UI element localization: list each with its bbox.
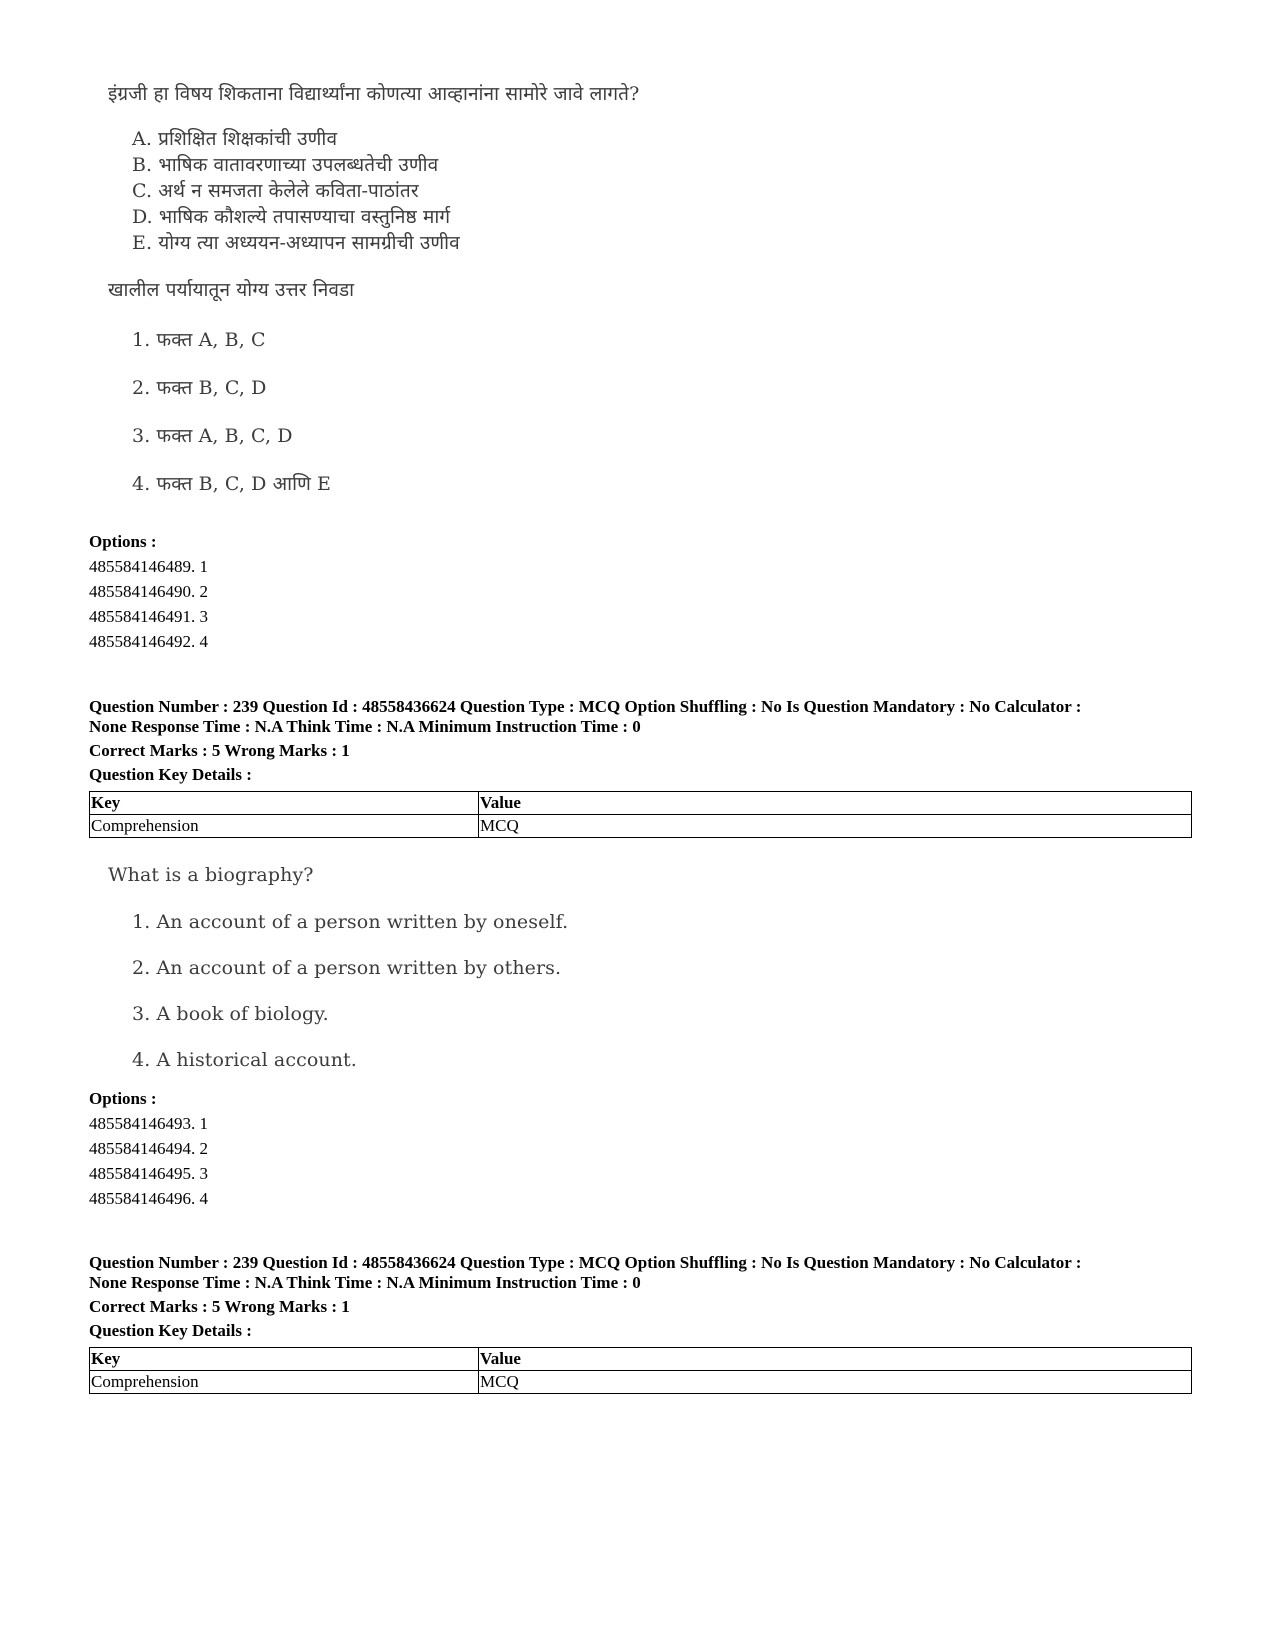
choice-1: 1. An account of a person written by oneself. xyxy=(132,911,569,933)
option-item: 485584146496. 4 xyxy=(89,1189,208,1208)
choice-3: 3. फक्त A, B, C, D xyxy=(132,425,293,447)
question-stem: इंग्रजी हा विषय शिकताना विद्यार्थ्यांना कोणत्या आव्हानांना सामोरे जावे लागते? xyxy=(108,83,640,105)
marks-line: Correct Marks : 5 Wrong Marks : 1 xyxy=(89,1297,350,1316)
table-row xyxy=(90,815,1192,838)
cell-value: MCQ xyxy=(479,815,1192,838)
option-item: 485584146492. 4 xyxy=(89,632,208,651)
option-item: 485584146493. 1 xyxy=(89,1114,208,1133)
option-item: 485584146489. 1 xyxy=(89,557,208,576)
option-item: 485584146490. 2 xyxy=(89,582,208,601)
question-meta-line-1: Question Number : 239 Question Id : 48558436624 Question Type : MCQ Option Shuffling : No Is Question Mandatory : No Calculator : xyxy=(89,697,1082,716)
statement-a: A. प्रशिक्षित शिक्षकांची उणीव xyxy=(132,128,338,150)
option-item: 485584146495. 3 xyxy=(89,1164,208,1183)
marks-line: Correct Marks : 5 Wrong Marks : 1 xyxy=(89,741,350,760)
statement-c: C. अर्थ न समजता केलेले कविता-पाठांतर xyxy=(132,180,419,202)
choose-instruction: खालील पर्यायातून योग्य उत्तर निवडा xyxy=(108,279,355,301)
choice-1: 1. फक्त A, B, C xyxy=(132,329,266,351)
question-image-marathi xyxy=(108,80,808,500)
statement-b: B. भाषिक वातावरणाच्या उपलब्धतेची उणीव xyxy=(132,154,439,176)
table-row xyxy=(90,1371,1192,1394)
table-header-row xyxy=(90,792,1192,815)
cell-key: Comprehension xyxy=(90,815,479,838)
options-block xyxy=(89,1086,1199,1211)
question-meta-line-2: None Response Time : N.A Think Time : N.A Minimum Instruction Time : 0 xyxy=(89,1273,641,1292)
key-details-label: Question Key Details : xyxy=(89,765,252,784)
question-meta-line-2: None Response Time : N.A Think Time : N.A Minimum Instruction Time : 0 xyxy=(89,717,641,736)
table-header-row xyxy=(90,1348,1192,1371)
header-key: Key xyxy=(90,1348,479,1371)
option-item: 485584146494. 2 xyxy=(89,1139,208,1158)
options-label: Options : xyxy=(89,532,157,551)
header-value: Value xyxy=(479,792,1192,815)
choice-4: 4. A historical account. xyxy=(132,1049,357,1071)
choice-2: 2. फक्त B, C, D xyxy=(132,377,267,399)
statement-d: D. भाषिक कौशल्ये तपासण्याचा वस्तुनिष्ठ मार्ग xyxy=(132,206,451,228)
cell-value: MCQ xyxy=(479,1371,1192,1394)
question-key-table xyxy=(89,791,1192,838)
question-key-table xyxy=(89,1347,1192,1394)
choice-4: 4. फक्त B, C, D आणि E xyxy=(132,473,332,495)
cell-key: Comprehension xyxy=(90,1371,479,1394)
choice-2: 2. An account of a person written by others. xyxy=(132,957,562,979)
header-value: Value xyxy=(479,1348,1192,1371)
question-image-english xyxy=(108,864,708,1084)
option-item: 485584146491. 3 xyxy=(89,607,208,626)
header-key: Key xyxy=(90,792,479,815)
key-details-label: Question Key Details : xyxy=(89,1321,252,1340)
choice-3: 3. A book of biology. xyxy=(132,1003,329,1025)
question-stem: What is a biography? xyxy=(108,864,314,886)
question-meta xyxy=(89,1253,1199,1341)
question-meta-line-1: Question Number : 239 Question Id : 48558436624 Question Type : MCQ Option Shuffling : No Is Question Mandatory : No Calculator : xyxy=(89,1253,1082,1272)
statement-e: E. योग्य त्या अध्ययन-अध्यापन सामग्रीची उणीव xyxy=(132,232,460,254)
question-meta xyxy=(89,697,1199,785)
options-label: Options : xyxy=(89,1089,157,1108)
options-block xyxy=(89,529,1199,654)
